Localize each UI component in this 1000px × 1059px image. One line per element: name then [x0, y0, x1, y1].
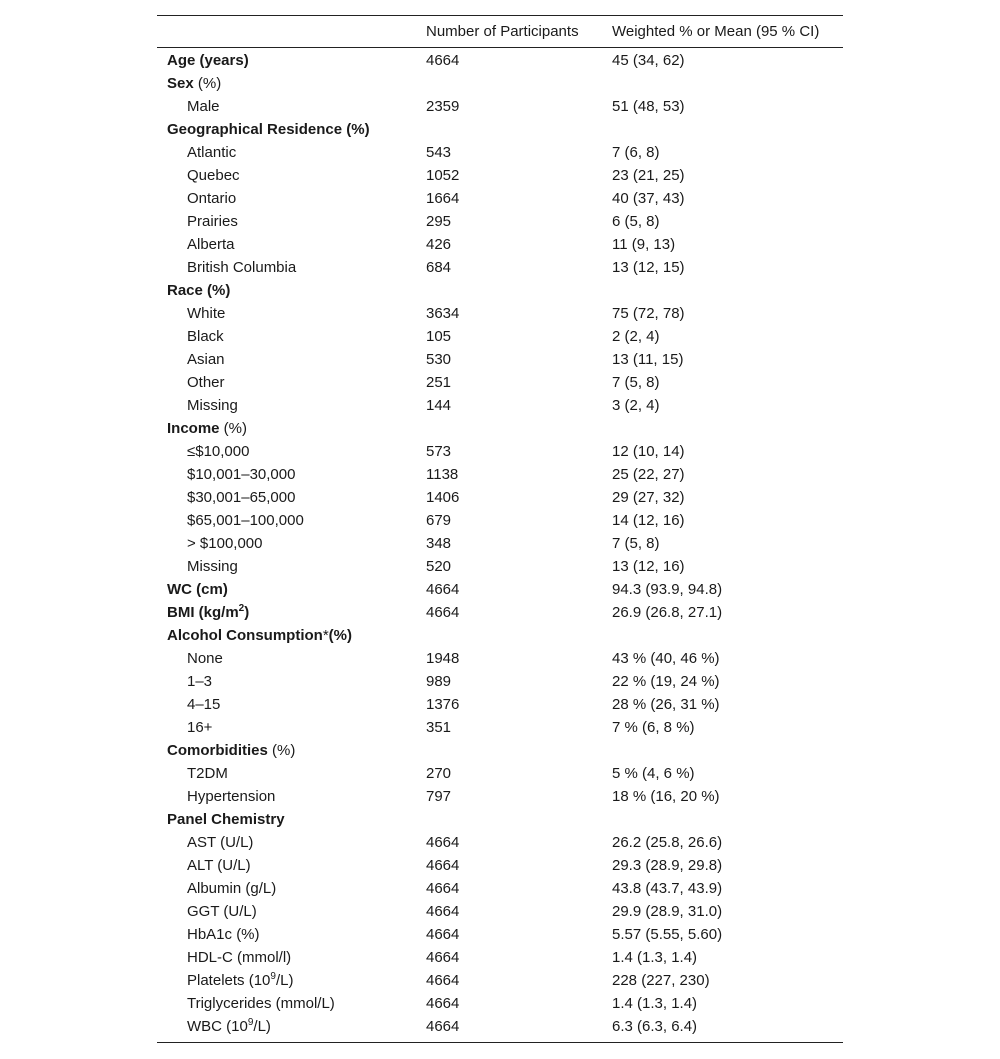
section-row	[157, 625, 843, 648]
participants-value: 1376	[426, 696, 460, 713]
row-label-text: Missing	[187, 397, 238, 414]
row-label-text: $10,001–30,000	[187, 466, 296, 483]
weighted-value: 26.9 (26.8, 27.1)	[612, 604, 723, 621]
table-row	[157, 832, 843, 855]
table-row	[157, 395, 843, 418]
row-label-text: White	[187, 305, 226, 322]
row-label-text: Black	[187, 328, 224, 345]
row-label-text: Quebec	[187, 167, 240, 184]
section-label	[167, 121, 370, 138]
row-label	[187, 903, 257, 920]
weighted-value: 7 (6, 8)	[612, 144, 660, 161]
header-weighted-mean: Weighted % or Mean (95 % CI)	[612, 23, 820, 40]
table-body	[157, 48, 843, 1042]
row-label	[187, 397, 238, 414]
participants-value: 251	[426, 374, 452, 391]
row-label-text: > $100,000	[187, 535, 263, 552]
weighted-value: 51 (48, 53)	[612, 98, 685, 115]
table-row	[157, 993, 843, 1016]
table-row	[157, 533, 843, 556]
participants-value: 4664	[426, 972, 460, 989]
row-label-text: AST (U/L)	[187, 834, 254, 851]
section-label-bold: Income	[167, 420, 220, 437]
section-label-bold: Comorbidities	[167, 742, 268, 759]
section-label-bold: Geographical Residence (%)	[167, 121, 370, 138]
participants-value: 1138	[426, 466, 459, 483]
row-label-text: Atlantic	[187, 144, 237, 161]
weighted-value: 7 (5, 8)	[612, 374, 660, 391]
section-label	[167, 604, 249, 621]
participants-value: 348	[426, 535, 452, 552]
row-label-text: HDL-C (mmol/l)	[187, 949, 292, 966]
weighted-value: 29 (27, 32)	[612, 489, 685, 506]
participants-value: 4664	[426, 995, 460, 1012]
section-label-bold: Panel Chemistry	[167, 811, 285, 828]
row-label	[187, 788, 275, 805]
weighted-value: 45 (34, 62)	[612, 52, 685, 69]
participants-value: 2359	[426, 98, 460, 115]
row-label	[187, 972, 293, 989]
weighted-value: 228 (227, 230)	[612, 972, 710, 989]
row-label-text: None	[187, 650, 223, 667]
table-row	[157, 142, 843, 165]
participants-value: 1052	[426, 167, 460, 184]
section-label	[167, 627, 352, 644]
row-label-text: GGT (U/L)	[187, 903, 257, 920]
section-label-bold: Race (%)	[167, 282, 231, 299]
row-label	[187, 259, 296, 276]
weighted-value: 75 (72, 78)	[612, 305, 685, 322]
section-label	[167, 420, 247, 437]
weighted-value: 5 % (4, 6 %)	[612, 765, 695, 782]
section-label	[167, 52, 249, 69]
row-label-text: T2DM	[187, 765, 228, 782]
table-row	[157, 234, 843, 257]
participants-value: 295	[426, 213, 452, 230]
participants-value: 4664	[426, 903, 460, 920]
row-label-text: $65,001–100,000	[187, 512, 304, 529]
table-row	[157, 487, 843, 510]
table-row	[157, 211, 843, 234]
row-label	[187, 673, 212, 690]
participants-value: 1664	[426, 190, 460, 207]
weighted-value: 26.2 (25.8, 26.6)	[612, 834, 723, 851]
superscript: 9	[247, 1017, 254, 1028]
section-row	[157, 602, 843, 625]
row-label	[187, 558, 238, 575]
table-row	[157, 901, 843, 924]
weighted-value: 6 (5, 8)	[612, 213, 660, 230]
table-row	[157, 878, 843, 901]
row-label	[187, 650, 223, 667]
weighted-value: 2 (2, 4)	[612, 328, 660, 345]
row-label	[187, 880, 276, 897]
table-row	[157, 1016, 843, 1039]
row-label-text: British Columbia	[187, 259, 297, 276]
participants-value: 1406	[426, 489, 460, 506]
row-label-text: Male	[187, 98, 220, 115]
section-label	[167, 75, 221, 92]
participants-value: 573	[426, 443, 452, 460]
row-label	[187, 949, 291, 966]
section-row	[157, 809, 843, 832]
row-label-text: 16+	[187, 719, 213, 736]
weighted-value: 5.57 (5.55, 5.60)	[612, 926, 723, 943]
row-label	[187, 926, 260, 943]
footnote-marker: *	[322, 627, 329, 644]
row-label	[187, 213, 238, 230]
section-row	[157, 119, 843, 142]
row-label	[187, 190, 236, 207]
weighted-value: 12 (10, 14)	[612, 443, 685, 460]
section-label-bold-suffix: (%)	[328, 627, 352, 644]
row-label	[187, 512, 304, 529]
section-label-bold: Alcohol Consumption	[167, 627, 323, 644]
row-label	[187, 236, 235, 253]
row-label	[187, 696, 220, 713]
participants-value: 105	[426, 328, 452, 345]
section-label	[167, 282, 230, 299]
weighted-value: 18 % (16, 20 %)	[612, 788, 720, 805]
section-label	[167, 742, 295, 759]
row-label-text: Asian	[187, 351, 225, 368]
section-label	[167, 811, 285, 828]
table-row	[157, 165, 843, 188]
weighted-value: 28 % (26, 31 %)	[612, 696, 720, 713]
row-label	[187, 1018, 271, 1035]
row-label-text: Platelets (10	[187, 972, 271, 989]
table-row	[157, 694, 843, 717]
weighted-value: 40 (37, 43)	[612, 190, 685, 207]
table-bottom-rule	[157, 1042, 843, 1043]
weighted-value: 1.4 (1.3, 1.4)	[612, 995, 698, 1012]
participants-value: 426	[426, 236, 452, 253]
participants-value: 4664	[426, 52, 460, 69]
section-row	[157, 280, 843, 303]
table-row	[157, 924, 843, 947]
row-label-text: Hypertension	[187, 788, 276, 805]
row-label-suffix: /L)	[253, 1018, 271, 1035]
section-label-bold: Sex	[167, 75, 194, 92]
weighted-value: 11 (9, 13)	[612, 236, 676, 253]
weighted-value: 29.3 (28.9, 29.8)	[612, 857, 723, 874]
table-row	[157, 188, 843, 211]
table-row	[157, 464, 843, 487]
weighted-value: 13 (12, 15)	[612, 259, 685, 276]
row-label	[187, 535, 263, 552]
row-label	[187, 144, 236, 161]
row-label-text: ≤$10,000	[187, 443, 250, 460]
participants-value: 4664	[426, 949, 460, 966]
table-row	[157, 947, 843, 970]
participants-value: 3634	[426, 305, 460, 322]
row-label-text: Ontario	[187, 190, 237, 207]
table-row	[157, 303, 843, 326]
table-row	[157, 786, 843, 809]
row-label	[187, 765, 228, 782]
table-row	[157, 855, 843, 878]
table-row	[157, 349, 843, 372]
section-label-bold: Age (years)	[167, 52, 249, 69]
section-label-bold-suffix: )	[244, 604, 250, 621]
participants-value: 351	[426, 719, 452, 736]
weighted-value: 23 (21, 25)	[612, 167, 685, 184]
participants-value: 520	[426, 558, 452, 575]
table-row	[157, 96, 843, 119]
row-label	[187, 167, 240, 184]
table-row	[157, 763, 843, 786]
table-row	[157, 671, 843, 694]
weighted-value: 14 (12, 16)	[612, 512, 685, 529]
section-label-bold: WC (cm)	[167, 581, 228, 598]
participants-value: 144	[426, 397, 452, 414]
table-row	[157, 441, 843, 464]
row-label	[187, 834, 253, 851]
participants-value: 989	[426, 673, 452, 690]
row-label	[187, 995, 335, 1012]
section-label	[167, 581, 228, 598]
participants-value: 1948	[426, 650, 460, 667]
section-label-suffix: (%)	[219, 420, 248, 437]
row-label-text: Albumin (g/L)	[187, 880, 277, 897]
table-row	[157, 510, 843, 533]
row-label	[187, 98, 220, 115]
row-label	[187, 443, 249, 460]
section-row	[157, 579, 843, 602]
weighted-value: 22 % (19, 24 %)	[612, 673, 720, 690]
participants-value: 4664	[426, 834, 460, 851]
weighted-value: 7 % (6, 8 %)	[612, 719, 695, 736]
weighted-value: 6.3 (6.3, 6.4)	[612, 1018, 698, 1035]
participants-value: 4664	[426, 857, 460, 874]
row-label-text: Missing	[187, 558, 238, 575]
section-row	[157, 73, 843, 96]
weighted-value: 43.8 (43.7, 43.9)	[612, 880, 723, 897]
row-label-text: $30,001–65,000	[187, 489, 296, 506]
row-label-text: 4–15	[187, 696, 221, 713]
row-label	[187, 489, 295, 506]
participants-value: 543	[426, 144, 452, 161]
table-row	[157, 717, 843, 740]
weighted-value: 3 (2, 4)	[612, 397, 660, 414]
table-row	[157, 257, 843, 280]
participants-value: 679	[426, 512, 452, 529]
superscript: 9	[270, 971, 276, 982]
participants-value: 4664	[426, 604, 460, 621]
row-label	[187, 466, 295, 483]
row-label-text: HbA1c (%)	[187, 926, 260, 943]
weighted-value: 13 (12, 16)	[612, 558, 685, 575]
table-row	[157, 648, 843, 671]
row-label	[187, 328, 224, 345]
row-label	[187, 374, 225, 391]
participants-value: 4664	[426, 926, 460, 943]
weighted-value: 13 (11, 15)	[612, 351, 684, 368]
row-label-text: Prairies	[187, 213, 238, 230]
row-label	[187, 719, 212, 736]
row-label-text: 1–3	[187, 673, 213, 690]
weighted-value: 1.4 (1.3, 1.4)	[612, 949, 698, 966]
section-row	[157, 418, 843, 441]
row-label-text: WBC (10	[187, 1018, 248, 1035]
section-label-suffix: (%)	[267, 742, 296, 759]
row-label-text: Other	[187, 374, 225, 391]
table-row	[157, 372, 843, 395]
participants-value: 270	[426, 765, 452, 782]
table-row	[157, 970, 843, 993]
row-label-text: Alberta	[187, 236, 235, 253]
row-label-text: ALT (U/L)	[187, 857, 251, 874]
weighted-value: 7 (5, 8)	[612, 535, 660, 552]
header-participants: Number of Participants	[426, 23, 579, 40]
participants-value: 684	[426, 259, 452, 276]
participants-value: 4664	[426, 880, 460, 897]
table-header-row	[157, 16, 843, 47]
section-label-bold: BMI $(kg/m^2)$	[167, 603, 250, 621]
row-label	[187, 351, 225, 368]
row-label-suffix: /L)	[275, 972, 294, 989]
section-label-suffix: (%)	[193, 75, 222, 92]
table-row	[157, 556, 843, 579]
weighted-value: 25 (22, 27)	[612, 466, 685, 483]
section-row	[157, 740, 843, 763]
weighted-value: 29.9 (28.9, 31.0)	[612, 903, 723, 920]
superscript: 2	[238, 603, 245, 614]
row-label	[187, 857, 251, 874]
participants-value: 4664	[426, 1018, 460, 1035]
weighted-value: 43 % (40, 46 %)	[612, 650, 720, 667]
section-row	[157, 50, 843, 73]
row-label-text: Triglycerides (mmol/L)	[187, 995, 335, 1012]
table-row	[157, 326, 843, 349]
characteristics-table	[157, 15, 843, 1043]
participants-value: 797	[426, 788, 452, 805]
weighted-value: 94.3 (93.9, 94.8)	[612, 581, 723, 598]
row-label	[187, 305, 225, 322]
participants-value: 530	[426, 351, 452, 368]
participants-value: 4664	[426, 581, 460, 598]
